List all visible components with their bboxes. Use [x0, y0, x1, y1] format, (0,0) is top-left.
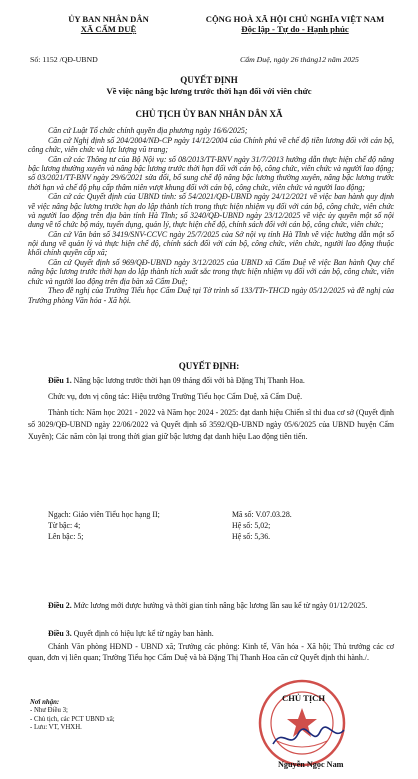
salary-cell: Ngạch: Giáo viên Tiểu học hạng II; [48, 510, 160, 519]
document-subject: Về việc nâng bậc lương trước thời hạn đối với viên chức [106, 86, 312, 96]
article-1-position: Chức vụ, đơn vị công tác: Hiệu trưởng Trường Tiểu học Cẩm Duệ, xã Cẩm Duệ. [48, 392, 303, 401]
document-number: Số: 1152 /QĐ-UBND [30, 55, 98, 64]
decide-heading: QUYẾT ĐỊNH: [178, 361, 240, 371]
signer-name: Nguyễn Ngọc Nam [278, 760, 344, 769]
recipient-item: - Chủ tịch, các PCT UBND xã; [30, 715, 115, 723]
preamble-item: Căn cứ Nghị định số 204/2004/NĐ-CP ngày 14/12/2004 của Chính phủ về chế độ tiền lương đối với cán bộ, công chức, viên chức và lực lượng vũ trang; [28, 135, 394, 154]
article-1-label: Điều 1. [48, 376, 72, 385]
salary-cell: Lên bậc: 5; [48, 532, 84, 541]
national-header [178, 14, 412, 34]
place-date: Cẩm Duệ, ngày 26 tháng12 năm 2025 [240, 55, 359, 64]
article-3-implement: Chánh Văn phòng HĐND - UBND xã; Trưởng các phòng: Kinh tế, Văn hóa - Xã hội; Thủ trưởng các cơ quan, đơn vị liên quan; Trường Tiểu học Cẩm Duệ và bà Đặng Thị Thanh Hoa căn cứ Quyết định thi hành./. [28, 642, 394, 662]
salary-grid [48, 510, 378, 543]
recipients [30, 699, 115, 733]
preamble-item: Căn cứ Văn bản số 3419/SNV-CCVC ngày 25/7/2025 của Sở nội vụ tỉnh Hà Tĩnh về việc hướng dẫn một số nội dung về quản lý và thực hiện chế độ, chính sách đối với cán bộ, công chức, viên chức, người lao động thuộc khối chính quyền cấp xã; [28, 229, 394, 258]
issuing-agency [46, 14, 171, 34]
article-1-achievement: Thành tích: Năm học 2021 - 2022 và Năm học 2024 - 2025: đạt danh hiệu Chiến sĩ thi đua cơ sở (Quyết định số 3029/QĐ-UBND ngày 22/06/2022 và Quyết định số 3592/QĐ-UBND ngày 05/6/2025 của UBND huyện Cẩm Xuyên); Các năm còn lại trong thời gian giữ bậc lương đạt danh hiệu Lao động tiên tiến. [28, 408, 394, 441]
signer-title: CHỦ TỊCH [282, 693, 326, 703]
article-2-text: Mức lương mới được hưởng và thời gian tính nâng bậc lương lần sau kể từ ngày 01/12/2025. [71, 601, 368, 610]
salary-row [48, 510, 378, 521]
salary-row [48, 532, 378, 543]
article-1 [28, 375, 394, 447]
agency-line1: ỦY BAN NHÂN DÂN [68, 14, 149, 24]
salary-cell: Mã số: V.07.03.28. [232, 510, 292, 519]
salary-cell: Hệ số: 5,02; [232, 521, 271, 530]
article-2-label: Điều 2. [48, 601, 72, 610]
salary-cell: Từ bậc: 4; [48, 521, 81, 530]
recipient-item: - Như Điều 3; [30, 707, 68, 715]
salary-row [48, 521, 378, 532]
recipient-item: - Lưu: VT, VHXH. [30, 724, 82, 732]
article-1-text: Nâng bậc lương trước thời hạn 09 tháng đối với bà Đặng Thị Thanh Hoa. [71, 376, 305, 385]
country-name: CỘNG HOÀ XÃ HỘI CHỦ NGHĨA VIỆT NAM [205, 14, 385, 24]
document-type: QUYẾT ĐỊNH [180, 75, 238, 85]
preamble-item: Căn cứ các Thông tư của Bộ Nội vụ: số 08/2013/TT-BNV ngày 31/7/2013 hướng dẫn thực hiện chế độ nâng bậc lương thường xuyên và nâng bậc lương trước thời hạn đối với cán bộ, công chức, viên chức và người lao động; số 03/2021/TT-BNV ngày 29/6/2021 sửa đổi, bổ sung chế độ nâng bậc lương thường xuyên, nâng bậc lương trước thời hạn và chế độ phụ cấp thâm niên vượt khung đối với cán bộ, công chức, viên chức và người lao động; [28, 154, 394, 192]
preamble-item: Căn cứ Quyết định số 969/QĐ-UBND ngày 3/12/2025 của UBND xã Cẩm Duệ về việc Ban hành Quy chế nâng bậc lương trước thời hạn do lập thành tích xuất sắc trong thực hiện nhiệm vụ đối với cán bộ, công chức, viên chức và người lao động trên địa bàn xã Cẩm Duệ; [28, 258, 394, 286]
salary-cell: Hệ số: 5,36. [232, 532, 271, 541]
issuing-authority: CHỦ TỊCH ỦY BAN NHÂN DÂN XÃ [135, 109, 283, 119]
national-motto: Độc lập - Tự do - Hạnh phúc [241, 24, 349, 34]
recipients-heading: Nơi nhận: [30, 699, 60, 706]
preamble-item: Căn cứ Luật Tổ chức chính quyền địa phương ngày 16/6/2025; [48, 126, 248, 135]
article-3-text: Quyết định có hiệu lực kể từ ngày ban hành. [71, 629, 214, 638]
article-3 [28, 628, 394, 667]
signature-icon [268, 722, 348, 752]
article-2 [28, 600, 394, 616]
agency-line2: XÃ CẨM DUỆ [80, 24, 137, 34]
preamble-item: Theo đề nghị của Trường Tiểu học Cẩm Duệ tại Tờ trình số 133/TTr-THCD ngày 05/12/2025 và đề nghị của Trưởng phòng Văn hóa - Xã hội. [28, 286, 394, 305]
article-3-label: Điều 3. [48, 629, 72, 638]
preamble-item: Căn cứ các Quyết định của UBND tỉnh: số 54/2021/QĐ-UBND ngày 24/12/2021 về việc ban hành quy định về việc nâng bậc lương trước hạn do lập thành tích trong thực hiện nhiệm vụ đối với cán bộ, công chức, viên chức và người lao động trên địa bàn tỉnh Hà Tĩnh; số 3240/QĐ-UBND ngày 23/12/2025 về việc ủy quyền một số nội dung về tổ chức bộ máy, tuyển dụng, quản lý, thực hiện chế độ, chính sách đối với cán bộ, công chức, viên chức; [28, 192, 394, 230]
preamble [28, 126, 394, 305]
